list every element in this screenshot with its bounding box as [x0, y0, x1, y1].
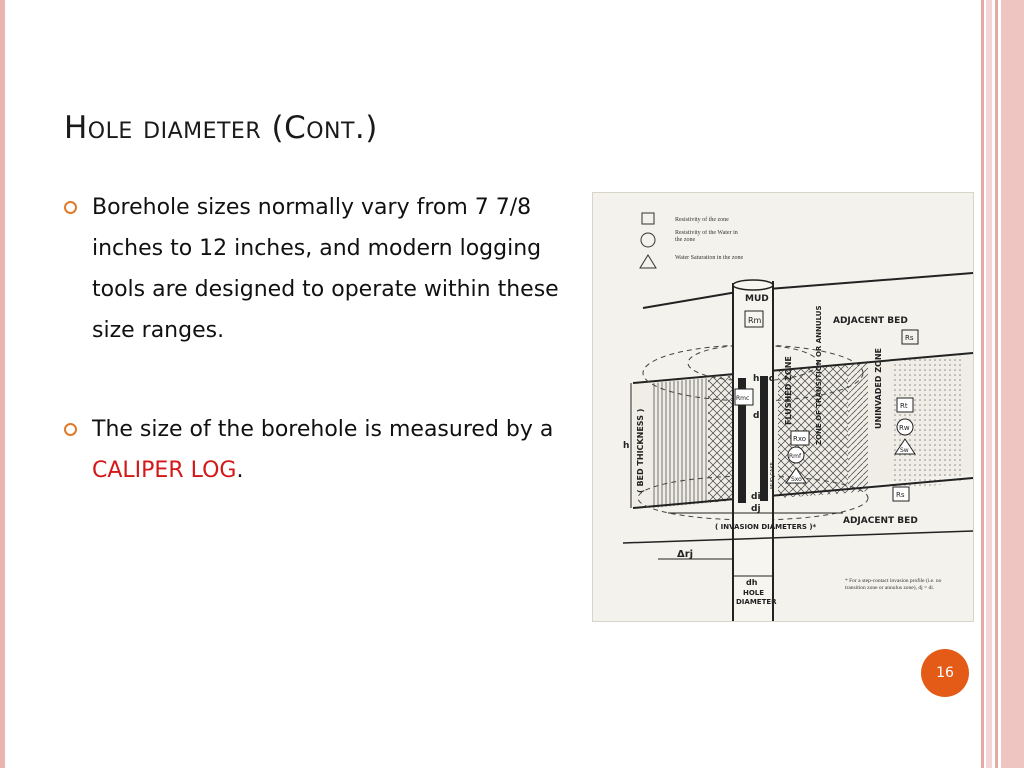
sw-label: Sw — [900, 447, 909, 454]
legend-square-label: Resistivity of the zone — [675, 217, 729, 223]
legend-triangle-wrap — [675, 255, 745, 277]
h-label: h — [623, 441, 630, 451]
legend-circle-label: Resistivity of the Water in the zone — [675, 230, 738, 243]
adjacent-bed-bottom-label: ADJACENT BED — [843, 516, 918, 526]
legend-triangle-icon — [640, 255, 656, 268]
rmc-label: Rmc — [736, 395, 750, 402]
right-frame-stripe — [986, 0, 992, 768]
rxo-label: Rxo — [793, 435, 807, 443]
rw-label: Rw — [899, 424, 910, 432]
bullet-text-part: The size of the borehole is measured by a — [92, 417, 554, 442]
footnote-wrap — [845, 578, 963, 614]
rmf-label: Rmf — [789, 453, 802, 460]
right-frame-stripe — [995, 0, 998, 768]
borehole-diagram-svg — [593, 193, 973, 621]
bullet-text: Borehole sizes normally vary from 7 7/8 inches to 12 inches, and modern logging tools are designed to operate within these size ranges. — [92, 195, 559, 343]
page-number-badge: 16 — [921, 649, 969, 697]
rs-bottom-label: Rs — [896, 491, 905, 499]
footnote: * For a step-contact invasion profile (i.e. no transition zone or annulus zone), dj = di. — [845, 578, 942, 591]
adjacent-bed-top-label: ADJACENT BED — [833, 316, 908, 326]
mud-label: MUD — [745, 294, 769, 304]
legend-circle-icon — [641, 233, 655, 247]
hmc-label: hmc — [753, 374, 775, 384]
invasion-diameters-label: ( INVASION DIAMETERS )* — [715, 523, 817, 531]
bullet-circle-icon — [64, 201, 77, 214]
transition-zone-label: ZONE OF TRANSITION OR ANNULUS — [815, 305, 823, 445]
bullet-circle-icon — [64, 423, 77, 436]
mud-cake-label: MUD CAKE — [770, 462, 776, 489]
legend-circle-wrap — [675, 230, 745, 252]
bullet-item — [64, 409, 572, 491]
right-frame-stripe — [981, 0, 984, 768]
left-border — [0, 0, 5, 768]
dh-mid-label: dh — [753, 411, 766, 421]
bullet-text-part: . — [236, 458, 244, 483]
uninvaded-zone-label: UNINVADED ZONE — [874, 348, 883, 429]
bullet-item — [64, 187, 572, 351]
hole-label: HOLE — [743, 589, 765, 597]
bed-thickness-label: ( BED THICKNESS ) — [636, 408, 645, 493]
sxo-label: Sxo — [791, 476, 802, 483]
slide-title: Hole diameter (Cont.) — [64, 110, 378, 146]
caliper-log-highlight: CALIPER LOG — [92, 458, 237, 483]
borehole-diagram — [592, 192, 974, 622]
right-frame-stripe — [1001, 0, 1024, 768]
bullet-text — [92, 409, 572, 491]
rt-label: Rt — [900, 402, 908, 410]
rm-label: Rm — [748, 316, 762, 325]
dh-bottom-label: dh — [746, 578, 758, 587]
delta-rj-label: Δrj — [677, 549, 694, 560]
flushed-zone-label: FLUSHED ZONE — [784, 356, 793, 425]
dj-label: dj — [751, 504, 761, 514]
rs-top-label: Rs — [905, 334, 914, 342]
legend-square-icon — [642, 213, 654, 224]
diameter-label: DIAMETER — [736, 598, 777, 606]
di-label: di — [751, 492, 761, 502]
legend-triangle-label: Water Saturation in the zone — [675, 255, 744, 261]
